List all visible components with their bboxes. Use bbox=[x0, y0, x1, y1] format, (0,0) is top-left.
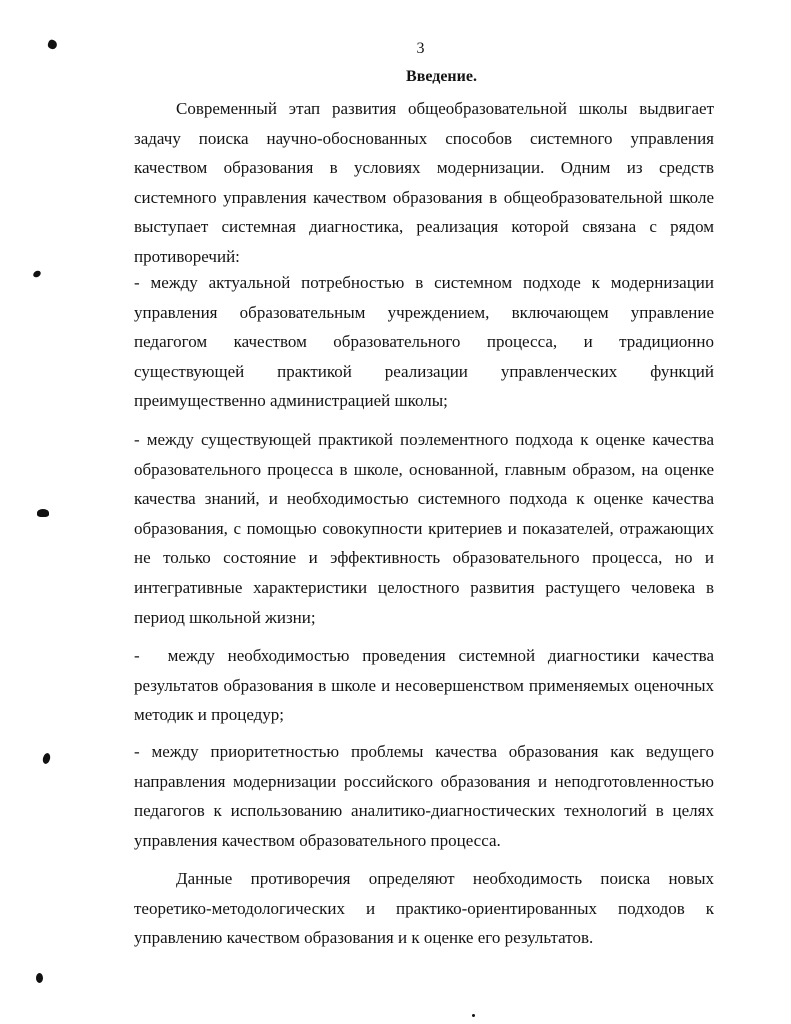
contradiction-item-2: - между существующей практикой поэлементного подхода к оценке качества образовательного процесса в школе, основанной, главным образом, на оценке качества знаний, и необходимостью системного подхода к оценке качества образования, с помощью совокупности критериев и показателей, отражающих не только состояние и эффективность образовательного процесса, но и интегративные характеристики целостного развития растущего человека в период школьной жизни; bbox=[134, 430, 714, 627]
scan-speck bbox=[472, 1014, 475, 1017]
contradiction-item-4: - между приоритетностью проблемы качества образования как ведущего направления модернизации российского образования и неподготовленностью педагогов к использованию аналитико-диагностических технологий в целях управления качеством образовательного процесса. bbox=[134, 742, 714, 850]
scan-speck bbox=[36, 973, 43, 983]
page-number: 3 bbox=[416, 40, 425, 57]
page-title: Введение. bbox=[406, 68, 477, 85]
scan-speck bbox=[42, 752, 52, 764]
contradiction-item-3-text: между необходимостью проведения системной диагностики качества результатов образования в школе и несовершенством применяемых оценочных методик и процедур; bbox=[134, 646, 714, 725]
conclusion-paragraph: Данные противоречия определяют необходимость поиска новых теоретико-методологических и практико-ориентированных подходов к управлению качеством образования и к оценке его результатов. bbox=[134, 869, 714, 948]
contradiction-item-1: - между актуальной потребностью в системном подходе к модернизации управления образовательным учреждением, включающем управление педагогом качеством образовательного процесса, и традиционно существующей практикой реализации управленческих функций преимущественно администрацией школы; bbox=[134, 273, 714, 411]
contradiction-item-3 bbox=[134, 641, 714, 730]
intro-paragraph: Современный этап развития общеобразовательной школы выдвигает задачу поиска научно-обоснованных способов системного управления качеством образования в условиях модернизации. Одним из средств системного управления качеством образования в общеобразовательной школе выступает системная диагностика, реализация которой связана с рядом противоречий: bbox=[134, 99, 714, 266]
scan-speck bbox=[37, 509, 49, 517]
list-dash: - bbox=[134, 646, 140, 665]
scan-speck bbox=[32, 269, 42, 278]
